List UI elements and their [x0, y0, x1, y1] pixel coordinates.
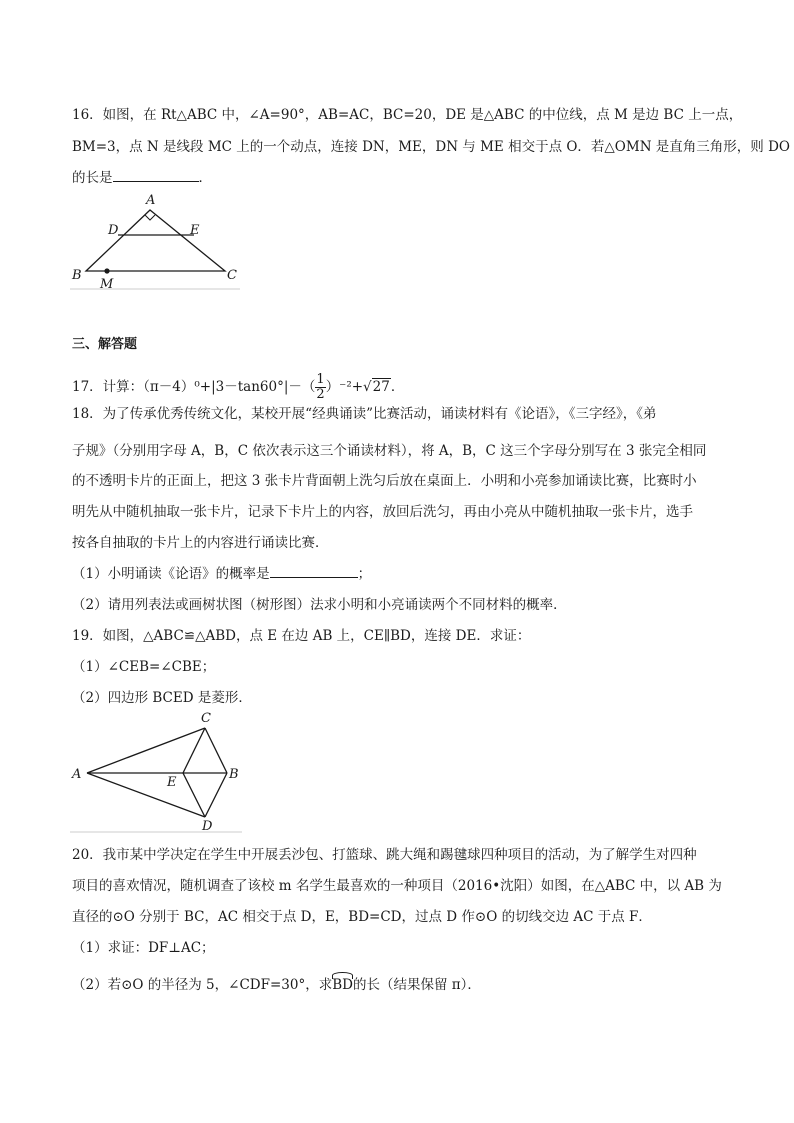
right-angle-mark — [145, 215, 155, 220]
label-a: A — [72, 767, 82, 782]
q18-part1-prefix: （1）小明诵读《论语》的概率是 — [72, 566, 270, 582]
q19-part-1: （1）∠CEB=∠CBE； — [72, 659, 216, 675]
q17-prefix: 17．计算：（π－4）⁰+|3－tan60°|－（ — [72, 379, 316, 395]
segment-cb — [205, 728, 227, 773]
point-m — [104, 268, 109, 273]
q16-line-3 — [72, 166, 212, 186]
label-m: M — [100, 277, 114, 290]
q17-middle: ）⁻²+ — [325, 379, 364, 395]
q16-answer-prefix: 的长是 — [72, 170, 113, 186]
q18-part-1 — [72, 562, 371, 582]
q18-part1-suffix: ； — [357, 566, 372, 582]
q20-part2-suffix: 的长（结果保留 π）． — [352, 977, 481, 993]
q19-rhombus-figure — [70, 708, 242, 834]
q17-sqrt-arg: 27 — [372, 379, 390, 395]
label-c: C — [201, 711, 211, 726]
q16-line-2: BM=3，点 N 是线段 MC 上的一个动点，连接 DN，ME，DN 与 ME 相交于点 O．若△OMN 是直角三角形，则 DO — [72, 139, 790, 155]
label-c: C — [227, 268, 237, 283]
q18-line-3: 的不透明卡片的正面上，把这 3 张卡片背面朝上洗匀后放在桌面上．小明和小亮参加诵读比赛，比赛时小 — [72, 473, 697, 489]
label-a: A — [146, 193, 156, 208]
q18-answer-blank — [270, 563, 358, 578]
q20-line-2: 项目的喜欢情况，随机调查了该校 m 名学生最喜欢的一种项目（2016•沈阳）如图，在△ABC 中，以 AB 为 — [72, 878, 722, 894]
q20-part2-prefix: （2）若⊙O 的半径为 5，∠CDF=30°，求 — [72, 977, 333, 993]
q19-line-1: 19．如图，△ABC≌△ABD，点 E 在边 AB 上，CE∥BD，连接 DE．求证： — [72, 628, 531, 644]
q18-part-2: （2）请用列表法或画树状图（树形图）法求小明和小亮诵读两个不同材料的概率． — [72, 597, 567, 613]
label-d: D — [202, 819, 213, 834]
q17-frac-den: 2 — [316, 387, 325, 402]
q20-part-2 — [72, 973, 481, 993]
q20-part-1: （1）求证：DF⊥AC； — [72, 940, 215, 956]
q16-answer-suffix: ． — [198, 170, 212, 186]
label-d: D — [108, 223, 119, 238]
q17-suffix: ． — [390, 379, 405, 395]
q18-line-4: 明先从中随机抽取一张卡片，记录下卡片上的内容，放回后洗匀，再由小亮从中随机抽取一张卡片，选手 — [72, 504, 693, 520]
segment-db — [205, 773, 227, 817]
q16-answer-blank — [113, 167, 199, 182]
q16-triangle-figure — [70, 190, 240, 290]
label-e: E — [167, 775, 177, 790]
q19-part-2: （2）四边形 BCED 是菱形． — [72, 690, 252, 706]
label-e: E — [190, 223, 200, 238]
q17-frac-num: 1 — [316, 372, 325, 387]
q16-line-1: 16．如图，在 Rt△ABC 中，∠A=90°，AB=AC，BC=20，DE 是△ABC 的中位线，点 M 是边 BC 上一点， — [72, 107, 743, 123]
label-b: B — [72, 268, 82, 283]
label-b: B — [229, 767, 239, 782]
segment-ad — [87, 773, 205, 817]
q18-line-5: 按各自抽取的卡片上的内容进行诵读比赛． — [72, 535, 329, 551]
q20-arc-bd: BD — [332, 977, 353, 993]
segment-ac — [87, 728, 205, 773]
q20-line-1: 20．我市某中学决定在学生中开展丢沙包、打篮球、跳大绳和踢毽球四种项目的活动，为了解学生对四种 — [72, 847, 697, 863]
q17-line: 17．计算：（π－4）⁰+|3－tan60°|－（ $\frac{1}{2}$ ）⁻²+√27． — [72, 372, 405, 402]
q18-line-2: 子规》（分别用字母 A，B，C 依次表示这三个诵读材料），将 A，B，C 这三个字母分别写在 3 张完全相同 — [72, 443, 707, 459]
q18-line-1: 18．为了传承优秀传统文化，某校开展“经典诵读”比赛活动，诵读材料有《论语》，《三字经》，《弟 — [72, 406, 657, 422]
triangle-abc — [86, 210, 225, 271]
section-three-title: 三、解答题 — [72, 337, 138, 352]
q17-fraction — [315, 373, 325, 402]
q20-line-3: 直径的⊙O 分别于 BC，AC 相交于点 D，E，BD=CD，过点 D 作⊙O 的切线交边 AC 于点 F． — [72, 909, 652, 925]
